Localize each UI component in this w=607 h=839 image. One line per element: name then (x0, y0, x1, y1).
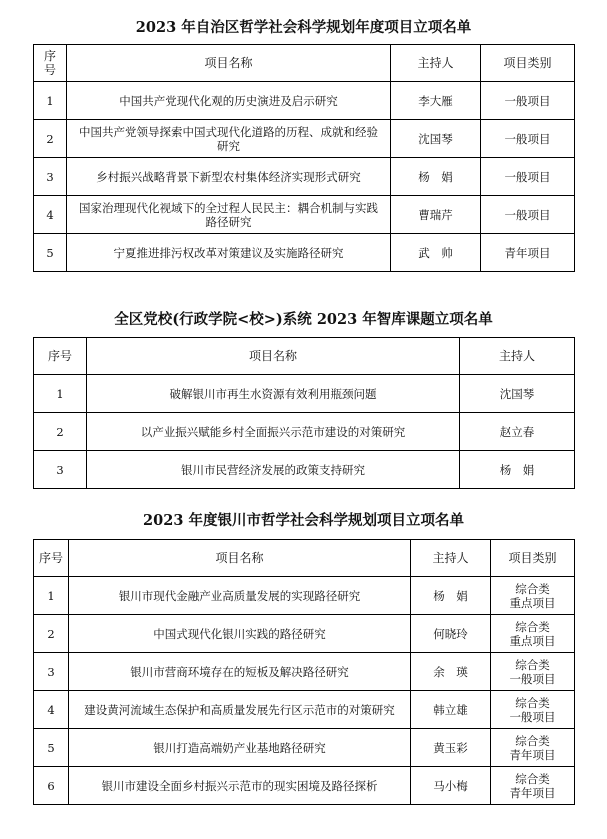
table-row (34, 82, 575, 120)
row-project-name: 中国共产党现代化观的历史演进及启示研究 (67, 82, 391, 120)
category-level: 重点项目 (509, 633, 556, 648)
row-host: 李大雁 (391, 82, 481, 120)
row-project-name: 建设黄河流域生态保护和高质量发展先行区示范市的对策研究 (69, 691, 411, 729)
header-no: 序号 (34, 45, 67, 82)
row-project-name: 乡村振兴战略背景下新型农村集体经济实现形式研究 (67, 158, 391, 196)
row-category (491, 691, 575, 729)
category-level: 青年项目 (509, 747, 556, 762)
table-row (34, 729, 575, 767)
row-host: 黄玉彩 (411, 729, 491, 767)
table-row (34, 158, 575, 196)
row-no: 5 (34, 234, 67, 272)
header-name: 项目名称 (67, 45, 391, 82)
category-level: 一般项目 (509, 671, 556, 686)
row-host: 何晓玲 (411, 615, 491, 653)
row-project-name: 中国式现代化银川实践的路径研究 (69, 615, 411, 653)
table-header-row (34, 540, 575, 577)
row-no: 5 (34, 729, 69, 767)
table-header-row (34, 338, 575, 375)
row-host: 武 帅 (391, 234, 481, 272)
section2-title: 全区党校(行政学院<校>)系统 2023 年智库课题立项名单 (114, 311, 493, 328)
table-row (34, 615, 575, 653)
row-project-name: 宁夏推进排污权改革对策建议及实施路径研究 (67, 234, 391, 272)
section3-table (33, 539, 575, 805)
row-host: 马小梅 (411, 767, 491, 805)
table-row (34, 234, 575, 272)
row-no: 2 (34, 615, 69, 653)
header-category: 项目类别 (481, 45, 575, 82)
row-category (491, 615, 575, 653)
category-level: 重点项目 (509, 595, 556, 610)
row-no: 1 (34, 375, 87, 413)
header-name: 项目名称 (87, 338, 460, 375)
row-no: 2 (34, 413, 87, 451)
table-row (34, 451, 575, 489)
row-project-name: 银川市营商环境存在的短板及解决路径研究 (69, 653, 411, 691)
row-host: 沈国琴 (460, 375, 575, 413)
category-level: 青年项目 (509, 785, 556, 800)
row-host: 杨 娟 (391, 158, 481, 196)
table-row (34, 653, 575, 691)
row-host: 韩立雄 (411, 691, 491, 729)
row-category (491, 767, 575, 805)
row-no: 3 (34, 653, 69, 691)
row-project-name: 中国共产党领导探索中国式现代化道路的历程、成就和经验研究 (67, 120, 391, 158)
section1-table (33, 44, 575, 272)
row-host: 赵立春 (460, 413, 575, 451)
row-category: 一般项目 (481, 158, 575, 196)
section2-table (33, 337, 575, 489)
row-project-name: 银川市民营经济发展的政策支持研究 (87, 451, 460, 489)
section3-title: 2023 年度银川市哲学社会科学规划项目立项名单 (143, 512, 464, 529)
category-type: 综合类 (515, 619, 550, 634)
row-host: 杨 娟 (411, 577, 491, 615)
row-host: 余 瑛 (411, 653, 491, 691)
row-no: 4 (34, 691, 69, 729)
row-host: 曹瑞芹 (391, 196, 481, 234)
header-no: 序号 (34, 338, 87, 375)
table-row (34, 375, 575, 413)
row-project-name: 银川市现代金融产业高质量发展的实现路径研究 (69, 577, 411, 615)
header-name: 项目名称 (69, 540, 411, 577)
header-host: 主持人 (460, 338, 575, 375)
table-row (34, 577, 575, 615)
row-project-name: 银川打造高端奶产业基地路径研究 (69, 729, 411, 767)
row-category (491, 653, 575, 691)
category-type: 综合类 (515, 733, 550, 748)
category-type: 综合类 (515, 695, 550, 710)
header-category: 项目类别 (491, 540, 575, 577)
header-host: 主持人 (391, 45, 481, 82)
table-row (34, 120, 575, 158)
row-no: 1 (34, 577, 69, 615)
table-row (34, 413, 575, 451)
row-project-name: 国家治理现代化视域下的全过程人民民主：耦合机制与实践路径研究 (67, 196, 391, 234)
table-row (34, 691, 575, 729)
row-no: 2 (34, 120, 67, 158)
header-no: 序号 (34, 540, 69, 577)
header-host: 主持人 (411, 540, 491, 577)
row-project-name: 以产业振兴赋能乡村全面振兴示范市建设的对策研究 (87, 413, 460, 451)
section1-title: 2023 年自治区哲学社会科学规划年度项目立项名单 (135, 19, 472, 36)
table-row (34, 196, 575, 234)
category-level: 一般项目 (509, 709, 556, 724)
row-category: 一般项目 (481, 196, 575, 234)
row-project-name: 破解银川市再生水资源有效利用瓶颈问题 (87, 375, 460, 413)
row-category (491, 729, 575, 767)
category-type: 综合类 (515, 581, 550, 596)
row-no: 3 (34, 451, 87, 489)
row-host: 沈国琴 (391, 120, 481, 158)
category-type: 综合类 (515, 771, 550, 786)
row-no: 3 (34, 158, 67, 196)
row-category: 青年项目 (481, 234, 575, 272)
table-header-row (34, 45, 575, 82)
row-no: 1 (34, 82, 67, 120)
category-type: 综合类 (515, 657, 550, 672)
table-row (34, 767, 575, 805)
row-category: 一般项目 (481, 120, 575, 158)
row-category: 一般项目 (481, 82, 575, 120)
row-no: 4 (34, 196, 67, 234)
row-no: 6 (34, 767, 69, 805)
row-project-name: 银川市建设全面乡村振兴示范市的现实困境及路径探析 (69, 767, 411, 805)
row-host: 杨 娟 (460, 451, 575, 489)
row-category (491, 577, 575, 615)
